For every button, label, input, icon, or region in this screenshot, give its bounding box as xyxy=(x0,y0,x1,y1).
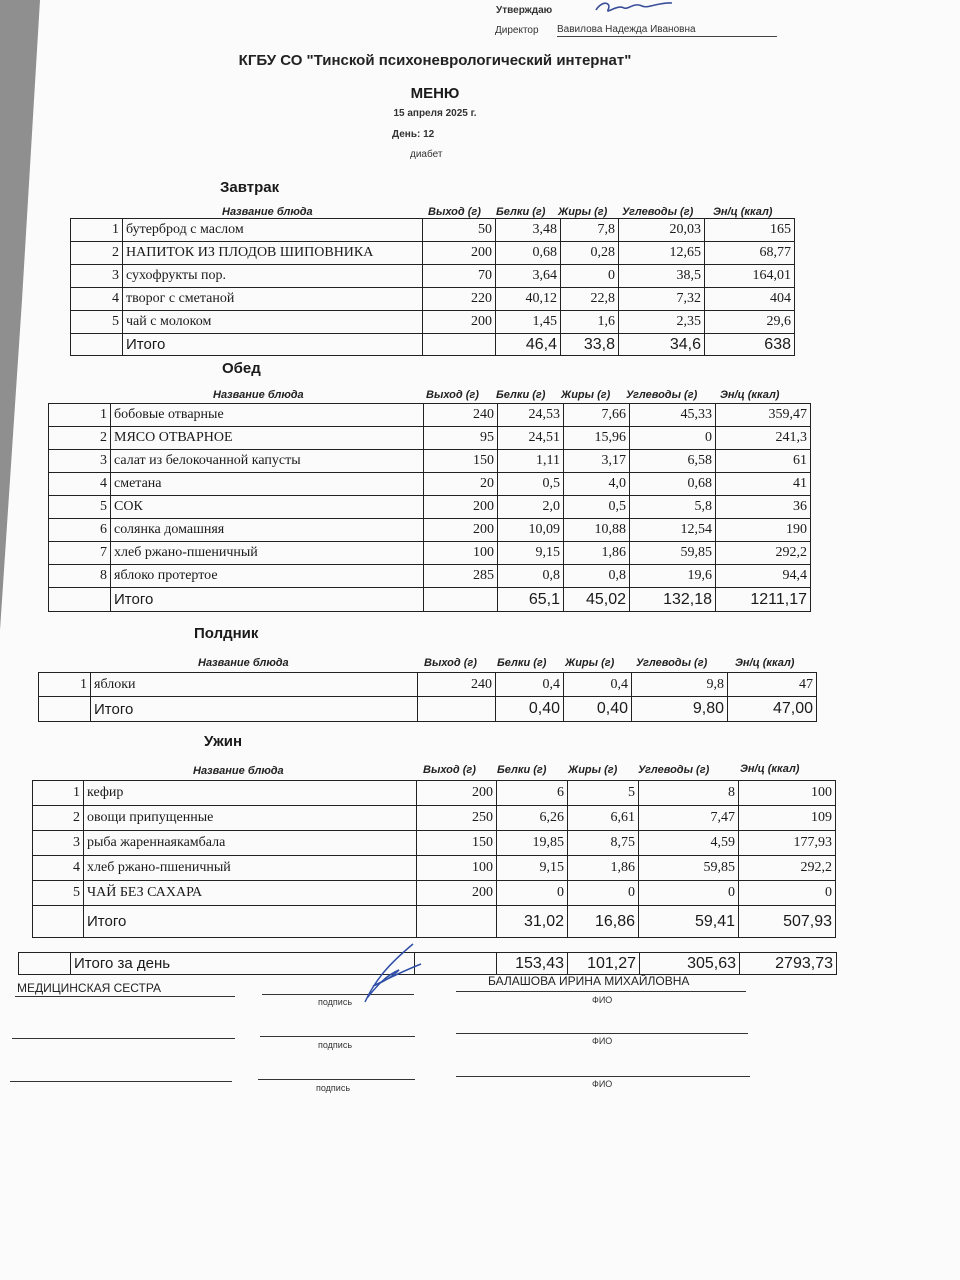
dish-output: 95 xyxy=(424,427,498,450)
dish-protein: 0 xyxy=(497,881,568,906)
dish-energy: 68,77 xyxy=(705,242,795,265)
dish-carbs: 9,8 xyxy=(632,673,728,697)
nurse-line xyxy=(15,996,235,997)
dish-carbs: 6,58 xyxy=(630,450,716,473)
dish-name: салат из белокочанной капусты xyxy=(111,450,424,473)
fio-name: БАЛАШОВА ИРИНА МИХАЙЛОВНА xyxy=(488,974,690,988)
total-energy: 1211,17 xyxy=(716,588,811,612)
row-number: 2 xyxy=(33,806,84,831)
dish-energy: 94,4 xyxy=(716,565,811,588)
section-title-breakfast: Завтрак xyxy=(220,179,280,196)
dish-carbs: 20,03 xyxy=(619,219,705,242)
dish-protein: 6 xyxy=(497,781,568,806)
director-name: Вавилова Надежда Ивановна xyxy=(557,24,777,37)
dish-name: яблоки xyxy=(91,673,418,697)
row-number: 2 xyxy=(49,427,111,450)
row-number: 5 xyxy=(71,311,123,334)
dish-name: чай с молоком xyxy=(123,311,423,334)
dish-fat: 3,17 xyxy=(564,450,630,473)
table-row xyxy=(49,450,811,473)
dish-protein: 10,09 xyxy=(498,519,564,542)
dish-carbs: 12,54 xyxy=(630,519,716,542)
dish-protein: 1,11 xyxy=(498,450,564,473)
dish-protein: 2,0 xyxy=(498,496,564,519)
dish-fat: 1,86 xyxy=(568,856,639,881)
dish-fat: 4,0 xyxy=(564,473,630,496)
dish-carbs: 12,65 xyxy=(619,242,705,265)
dish-carbs: 0 xyxy=(630,427,716,450)
menu-day: День: 12 xyxy=(392,129,435,140)
dish-output: 100 xyxy=(424,542,498,565)
row-number: 3 xyxy=(33,831,84,856)
table-row xyxy=(33,831,836,856)
total-fat: 16,86 xyxy=(568,906,639,938)
dish-output: 285 xyxy=(424,565,498,588)
table-row xyxy=(49,473,811,496)
dish-fat: 0,28 xyxy=(561,242,619,265)
col-header-name: Название блюда xyxy=(213,389,304,401)
total-row xyxy=(33,906,836,938)
nurse-label: МЕДИЦИНСКАЯ СЕСТРА xyxy=(17,981,162,995)
dish-fat: 22,8 xyxy=(561,288,619,311)
dish-fat: 0 xyxy=(568,881,639,906)
dish-energy: 165 xyxy=(705,219,795,242)
dish-carbs: 38,5 xyxy=(619,265,705,288)
dish-name: сухофрукты пор. xyxy=(123,265,423,288)
dish-protein: 3,64 xyxy=(496,265,561,288)
dish-name: сметана xyxy=(111,473,424,496)
col-header-energy: Эн/ц (ккал) xyxy=(735,657,795,669)
dish-output: 200 xyxy=(417,881,497,906)
col-header-name: Название блюда xyxy=(198,657,289,669)
total-blank xyxy=(19,953,71,975)
dish-energy: 36 xyxy=(716,496,811,519)
col-header-name: Название блюда xyxy=(222,206,313,218)
dish-name: ЧАЙ БЕЗ САХАРА xyxy=(84,881,417,906)
dish-fat: 5 xyxy=(568,781,639,806)
total-blank xyxy=(39,697,91,722)
dish-carbs: 0,68 xyxy=(630,473,716,496)
dish-energy: 29,6 xyxy=(705,311,795,334)
row-number: 6 xyxy=(49,519,111,542)
dish-energy: 241,3 xyxy=(716,427,811,450)
total-label: Итого xyxy=(111,588,424,612)
approval-label: Утверждаю xyxy=(496,5,553,16)
dish-fat: 8,75 xyxy=(568,831,639,856)
total-energy: 638 xyxy=(705,334,795,356)
dish-output: 200 xyxy=(424,519,498,542)
col-header-output: Выход (г) xyxy=(428,206,481,218)
dish-output: 70 xyxy=(423,265,496,288)
dish-name: МЯСО ОТВАРНОЕ xyxy=(111,427,424,450)
total-carbs: 9,80 xyxy=(632,697,728,722)
dish-protein: 0,68 xyxy=(496,242,561,265)
dish-name: бобовые отварные xyxy=(111,404,424,427)
dish-energy: 164,01 xyxy=(705,265,795,288)
dish-protein: 24,51 xyxy=(498,427,564,450)
dish-energy: 41 xyxy=(716,473,811,496)
dish-carbs: 0 xyxy=(639,881,739,906)
dish-carbs: 59,85 xyxy=(630,542,716,565)
col-header-name: Название блюда xyxy=(193,765,284,777)
fio-caption: ФИО xyxy=(592,1036,613,1046)
total-label: Итого xyxy=(123,334,423,356)
dish-energy: 0 xyxy=(739,881,836,906)
day-total-protein: 153,43 xyxy=(497,953,568,975)
total-row xyxy=(71,334,795,356)
dish-protein: 9,15 xyxy=(497,856,568,881)
dish-carbs: 7,32 xyxy=(619,288,705,311)
total-output-blank xyxy=(423,334,496,356)
dish-name: творог с сметаной xyxy=(123,288,423,311)
total-carbs: 59,41 xyxy=(639,906,739,938)
total-energy: 507,93 xyxy=(739,906,836,938)
col-header-fat: Жиры (г) xyxy=(568,764,618,776)
row-number: 4 xyxy=(49,473,111,496)
table-row xyxy=(49,519,811,542)
dish-output: 240 xyxy=(424,404,498,427)
dish-name: яблоко протертое xyxy=(111,565,424,588)
row-number: 5 xyxy=(33,881,84,906)
dish-carbs: 4,59 xyxy=(639,831,739,856)
col-header-energy: Эн/ц (ккал) xyxy=(713,206,773,218)
fio-caption: ФИО xyxy=(592,995,613,1005)
col-header-output: Выход (г) xyxy=(426,389,479,401)
signature-caption: подпись xyxy=(318,1040,353,1050)
section-title-lunch: Обед xyxy=(222,360,261,377)
dish-name: рыба жареннаякамбала xyxy=(84,831,417,856)
director-label: Директор xyxy=(495,25,539,36)
total-blank xyxy=(71,334,123,356)
day-total-carbs: 305,63 xyxy=(640,953,740,975)
fio-line xyxy=(456,1076,750,1077)
col-header-fat: Жиры (г) xyxy=(561,389,611,401)
section-title-dinner: Ужин xyxy=(204,733,243,750)
dish-output: 150 xyxy=(417,831,497,856)
dish-energy: 47 xyxy=(728,673,817,697)
total-energy: 47,00 xyxy=(728,697,817,722)
col-header-output: Выход (г) xyxy=(423,764,476,776)
dish-protein: 0,5 xyxy=(498,473,564,496)
dish-protein: 40,12 xyxy=(496,288,561,311)
dish-carbs: 59,85 xyxy=(639,856,739,881)
total-blank xyxy=(49,588,111,612)
total-row xyxy=(49,588,811,612)
dish-energy: 359,47 xyxy=(716,404,811,427)
signature-caption: подпись xyxy=(316,1083,351,1093)
director-signature xyxy=(588,0,678,16)
total-blank xyxy=(33,906,84,938)
table-row xyxy=(49,565,811,588)
row-number: 1 xyxy=(49,404,111,427)
dish-carbs: 5,8 xyxy=(630,496,716,519)
dish-fat: 7,8 xyxy=(561,219,619,242)
dish-output: 200 xyxy=(423,311,496,334)
dish-energy: 292,2 xyxy=(739,856,836,881)
dish-energy: 190 xyxy=(716,519,811,542)
total-label: Итого xyxy=(84,906,417,938)
col-header-output: Выход (г) xyxy=(424,657,477,669)
total-output-blank xyxy=(418,697,496,722)
total-label: Итого xyxy=(91,697,418,722)
table-row xyxy=(49,404,811,427)
table-row xyxy=(33,856,836,881)
table-row xyxy=(49,427,811,450)
total-fat: 33,8 xyxy=(561,334,619,356)
dish-output: 200 xyxy=(424,496,498,519)
dish-protein: 9,15 xyxy=(498,542,564,565)
dish-carbs: 45,33 xyxy=(630,404,716,427)
dish-name: СОК xyxy=(111,496,424,519)
table-row xyxy=(33,781,836,806)
row-number: 7 xyxy=(49,542,111,565)
position-line xyxy=(10,1081,232,1082)
total-row xyxy=(39,697,817,722)
dish-carbs: 8 xyxy=(639,781,739,806)
dish-fat: 1,6 xyxy=(561,311,619,334)
fio-line xyxy=(456,991,746,992)
dish-name: бутерброд с маслом xyxy=(123,219,423,242)
signature-line xyxy=(258,1079,415,1080)
dish-output: 150 xyxy=(424,450,498,473)
row-number: 5 xyxy=(49,496,111,519)
section-title-snack: Полдник xyxy=(194,625,259,642)
table-row xyxy=(33,806,836,831)
dish-output: 220 xyxy=(423,288,496,311)
dish-output: 50 xyxy=(423,219,496,242)
fio-line xyxy=(456,1033,748,1034)
total-fat: 45,02 xyxy=(564,588,630,612)
col-header-carbs: Углеводы (г) xyxy=(622,206,694,218)
dish-fat: 1,86 xyxy=(564,542,630,565)
dish-energy: 292,2 xyxy=(716,542,811,565)
row-number: 4 xyxy=(71,288,123,311)
dish-name: НАПИТОК ИЗ ПЛОДОВ ШИПОВНИКА xyxy=(123,242,423,265)
dish-output: 200 xyxy=(423,242,496,265)
col-header-carbs: Углеводы (г) xyxy=(636,657,708,669)
total-carbs: 34,6 xyxy=(619,334,705,356)
dish-protein: 6,26 xyxy=(497,806,568,831)
col-header-energy: Эн/ц (ккал) xyxy=(740,763,800,775)
table-row xyxy=(33,881,836,906)
diet-type: диабет xyxy=(410,149,443,160)
dish-protein: 1,45 xyxy=(496,311,561,334)
dish-name: солянка домашняя xyxy=(111,519,424,542)
total-protein: 0,40 xyxy=(496,697,564,722)
dish-output: 200 xyxy=(417,781,497,806)
day-total-fat: 101,27 xyxy=(568,953,640,975)
dish-protein: 24,53 xyxy=(498,404,564,427)
total-output-blank xyxy=(417,906,497,938)
total-protein: 46,4 xyxy=(496,334,561,356)
fio-caption: ФИО xyxy=(592,1079,613,1089)
dish-carbs: 19,6 xyxy=(630,565,716,588)
dish-output: 100 xyxy=(417,856,497,881)
signature-line xyxy=(260,1036,415,1037)
dish-carbs: 2,35 xyxy=(619,311,705,334)
table-row xyxy=(39,673,817,697)
dish-energy: 109 xyxy=(739,806,836,831)
row-number: 8 xyxy=(49,565,111,588)
page-title: МЕНЮ xyxy=(410,85,460,102)
row-number: 1 xyxy=(39,673,91,697)
dish-protein: 3,48 xyxy=(496,219,561,242)
col-header-protein: Белки (г) xyxy=(497,657,547,669)
day-total-energy: 2793,73 xyxy=(740,953,837,975)
dish-name: овощи припущенные xyxy=(84,806,417,831)
table-row xyxy=(71,265,795,288)
lunch-table xyxy=(48,403,811,612)
nurse-signature xyxy=(355,940,435,1010)
breakfast-table xyxy=(70,218,795,356)
dish-output: 240 xyxy=(418,673,496,697)
dish-energy: 61 xyxy=(716,450,811,473)
dish-fat: 10,88 xyxy=(564,519,630,542)
row-number: 3 xyxy=(49,450,111,473)
col-header-carbs: Углеводы (г) xyxy=(626,389,698,401)
dish-carbs: 7,47 xyxy=(639,806,739,831)
table-row xyxy=(71,242,795,265)
dinner-table xyxy=(32,780,836,938)
dish-fat: 0,5 xyxy=(564,496,630,519)
col-header-protein: Белки (г) xyxy=(497,764,547,776)
total-carbs: 132,18 xyxy=(630,588,716,612)
row-number: 1 xyxy=(71,219,123,242)
table-row xyxy=(71,288,795,311)
table-row xyxy=(49,542,811,565)
total-fat: 0,40 xyxy=(564,697,632,722)
organization-name: КГБУ СО "Тинской психоневрологический интернат" xyxy=(238,52,632,69)
row-number: 1 xyxy=(33,781,84,806)
dish-fat: 15,96 xyxy=(564,427,630,450)
snack-table xyxy=(38,672,817,722)
dish-energy: 177,93 xyxy=(739,831,836,856)
dish-protein: 0,4 xyxy=(496,673,564,697)
dish-fat: 6,61 xyxy=(568,806,639,831)
dish-protein: 19,85 xyxy=(497,831,568,856)
col-header-fat: Жиры (г) xyxy=(558,206,608,218)
row-number: 4 xyxy=(33,856,84,881)
col-header-carbs: Углеводы (г) xyxy=(638,764,710,776)
row-number: 2 xyxy=(71,242,123,265)
total-protein: 31,02 xyxy=(497,906,568,938)
dish-output: 250 xyxy=(417,806,497,831)
dish-fat: 0,4 xyxy=(564,673,632,697)
col-header-fat: Жиры (г) xyxy=(565,657,615,669)
signature-caption: подпись xyxy=(318,997,353,1007)
dish-fat: 0 xyxy=(561,265,619,288)
dish-name: хлеб ржано-пшеничный xyxy=(111,542,424,565)
day-total-label: Итого за день xyxy=(71,953,415,975)
total-output-blank xyxy=(424,588,498,612)
table-row xyxy=(71,219,795,242)
total-protein: 65,1 xyxy=(498,588,564,612)
dish-energy: 404 xyxy=(705,288,795,311)
dish-energy: 100 xyxy=(739,781,836,806)
dish-name: кефир xyxy=(84,781,417,806)
col-header-energy: Эн/ц (ккал) xyxy=(720,389,780,401)
dish-fat: 0,8 xyxy=(564,565,630,588)
col-header-protein: Белки (г) xyxy=(496,389,546,401)
dish-fat: 7,66 xyxy=(564,404,630,427)
dish-name: хлеб ржано-пшеничный xyxy=(84,856,417,881)
dish-output: 20 xyxy=(424,473,498,496)
menu-date: 15 апреля 2025 г. xyxy=(393,108,477,119)
table-row xyxy=(49,496,811,519)
table-row xyxy=(71,311,795,334)
position-line xyxy=(12,1038,235,1039)
row-number: 3 xyxy=(71,265,123,288)
col-header-protein: Белки (г) xyxy=(496,206,546,218)
dish-protein: 0,8 xyxy=(498,565,564,588)
